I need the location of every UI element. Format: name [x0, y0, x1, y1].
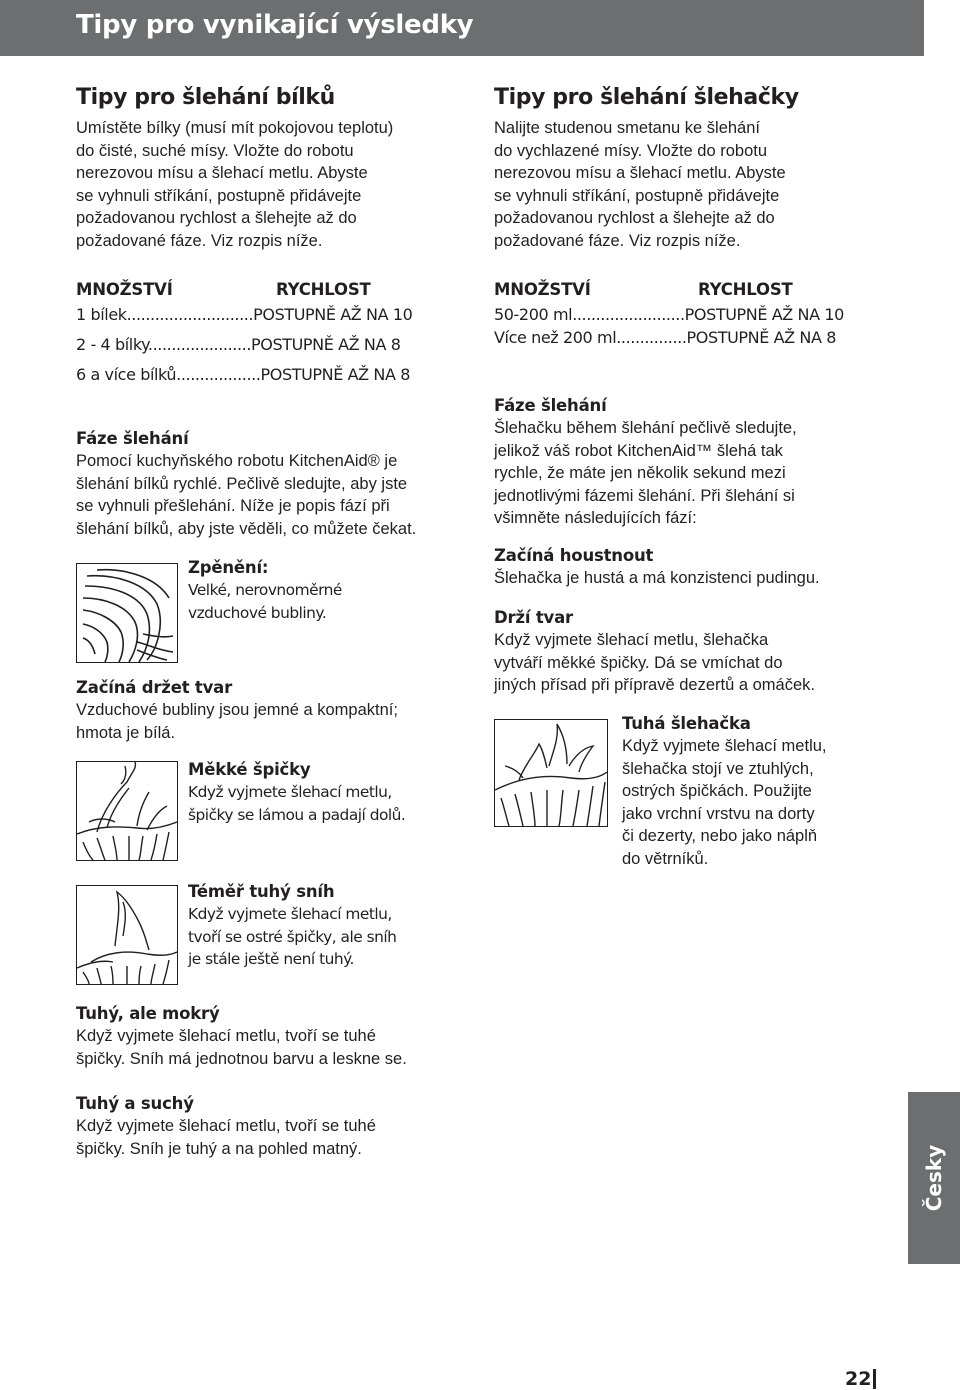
quantity-header: MNOŽSTVÍ [494, 280, 591, 299]
egg-whites-intro [76, 117, 393, 252]
table-row [76, 365, 410, 384]
intro-line: do čisté, suché mísy. Vložte do robotu [76, 141, 354, 160]
begins-hold-line: hmota je bílá. [76, 723, 176, 742]
phases-line: Pomocí kuchyňského robotu KitchenAid® je [76, 452, 398, 470]
begins-hold-stage [76, 677, 398, 744]
holds-line: vytváří měkké špičky. Dá se vmíchat do [494, 653, 783, 672]
almost-stiff-stage [188, 881, 396, 971]
table-row-text: 50-200 ml........................POSTUPNĚ AŽ NA 10 [494, 305, 844, 324]
phases-title: Fáze šlehání [76, 429, 189, 448]
intro-line: do vychlazené mísy. Vložte do robotu [494, 141, 768, 160]
almost-stiff-line: tvoří se ostré špičky, ale sníh [188, 927, 397, 946]
cream-table-header [494, 280, 894, 302]
page-number: 22 [845, 1368, 872, 1390]
intro-line: se vyhnuli stříkání, postupně přidávejte [494, 186, 780, 205]
quantity-header: MNOŽSTVÍ [76, 280, 173, 299]
whisk-icon [77, 564, 177, 662]
whisk-soft-peaks-illustration [76, 761, 178, 861]
stiff-moist-line: Když vyjmete šlehací metlu, tvoří se tuhé [76, 1027, 376, 1045]
cream-intro [494, 117, 786, 252]
table-row [494, 328, 836, 347]
egg-phases [76, 428, 416, 540]
stiff-cream-line: do větrníků. [622, 849, 709, 868]
stiff-cream-line: Když vyjmete šlehací metlu, [622, 737, 827, 755]
phases-line: šlehání bílků, aby jste věděli, co můžete čekat. [76, 519, 417, 538]
stiff-cream-line: ostrých špičkách. Použijte [622, 782, 812, 800]
egg-table-header [76, 280, 476, 302]
begins-hold-line: Vzduchové bubliny jsou jemné a kompaktní; [76, 701, 398, 719]
language-tab-label: Česky [922, 1144, 946, 1212]
phases-line: jelikož váš robot KitchenAid™ šlehá tak [494, 441, 783, 460]
foamy-stage [188, 557, 342, 624]
soft-peaks-line: špičky se lámou a padají dolů. [188, 805, 406, 824]
almost-stiff-line: je stále ještě není tuhý. [188, 950, 354, 968]
egg-whites-section [76, 84, 335, 112]
phases-line: se vyhnuli přešlehání. Níže je popis fází při [76, 497, 390, 515]
intro-line: nerezovou mísu a šlehací metlu. Abyste [76, 164, 368, 182]
speed-header: RYCHLOST [698, 280, 793, 299]
almost-stiff-line: Když vyjmete šlehací metlu, [188, 905, 392, 923]
whisk-icon [77, 886, 177, 984]
stiff-cream-line: šlehačka stojí ve ztuhlých, [622, 759, 814, 778]
table-row-text: Více než 200 ml...............POSTUPNĚ AŽ NA 8 [494, 328, 836, 347]
foamy-title: Zpěnění: [188, 558, 269, 577]
phases-title: Fáze šlehání [494, 396, 607, 415]
page-number-bar [873, 1369, 876, 1389]
stiff-moist-stage [76, 1003, 407, 1070]
egg-whites-title: Tipy pro šlehání bílků [76, 85, 335, 110]
foamy-line: Velké, nerovnoměrné [188, 581, 342, 599]
begins-hold-title: Začíná držet tvar [76, 678, 233, 697]
table-row-text: 2 - 4 bílky......................POSTUPNĚ AŽ NA 8 [76, 335, 401, 354]
thickens-line: Šlehačka je hustá a má konzistenci pudingu. [494, 569, 820, 587]
stiff-cream-stage [622, 713, 827, 870]
whisk-stiff-cream-illustration [494, 719, 608, 827]
phases-line: rychle, že máte jen několik sekund mezi [494, 464, 786, 482]
cream-title: Tipy pro šlehání šlehačky [494, 85, 799, 110]
intro-line: se vyhnuli stříkání, postupně přidávejte [76, 186, 362, 205]
table-row-text: 1 bílek...........................POSTUPNĚ AŽ NA 10 [76, 305, 413, 324]
intro-line: Umístěte bílky (musí mít pokojovou teplotu) [76, 119, 394, 137]
holds-line: Když vyjmete šlehací metlu, šlehačka [494, 631, 769, 649]
stiff-moist-line: špičky. Sníh má jednotnou barvu a leskne se. [76, 1049, 407, 1068]
stiff-dry-line: Když vyjmete šlehací metlu, tvoří se tuhé [76, 1117, 376, 1135]
phases-line: Šlehačku během šlehání pečlivě sledujte, [494, 419, 797, 437]
stiff-cream-line: jako vrchní vrstvu na dorty [622, 804, 815, 823]
intro-line: požadované fáze. Viz rozpis níže. [76, 231, 323, 250]
table-row-text: 6 a více bílků..................POSTUPNĚ AŽ NA 8 [76, 365, 410, 384]
thickens-stage [494, 545, 820, 590]
intro-line: požadovanou rychlost a šlehejte až do [76, 209, 357, 227]
page-title: Tipy pro vynikající výsledky [76, 10, 474, 40]
stiff-dry-line: špičky. Sníh je tuhý a na pohled matný. [76, 1139, 362, 1158]
stiff-cream-line: či dezerty, nebo jako náplň [622, 827, 818, 845]
foamy-line: vzduchové bubliny. [188, 603, 327, 622]
whisk-foamy-illustration [76, 563, 178, 663]
stiff-moist-title: Tuhý, ale mokrý [76, 1004, 220, 1023]
language-tab [908, 1092, 960, 1264]
soft-peaks-title: Měkké špičky [188, 760, 311, 779]
stiff-dry-title: Tuhý a suchý [76, 1094, 194, 1113]
intro-line: požadované fáze. Viz rozpis níže. [494, 231, 741, 250]
stiff-cream-title: Tuhá šlehačka [622, 714, 751, 733]
almost-stiff-title: Téměř tuhý sníh [188, 882, 335, 901]
cream-phases [494, 395, 797, 530]
stiff-dry-stage [76, 1093, 376, 1160]
phases-line: šlehání bílků rychlé. Pečlivě sledujte, aby jste [76, 474, 408, 493]
table-row [76, 335, 400, 354]
intro-line: Nalijte studenou smetanu ke šlehání [494, 119, 760, 137]
speed-header: RYCHLOST [276, 280, 371, 299]
whisk-icon [495, 720, 607, 826]
soft-peaks-line: Když vyjmete šlehací metlu, [188, 783, 392, 801]
holds-stage [494, 607, 815, 697]
table-row [494, 305, 844, 324]
whisk-almost-stiff-illustration [76, 885, 178, 985]
soft-peaks-stage [188, 759, 405, 826]
thickens-title: Začíná houstnout [494, 546, 654, 565]
phases-line: jednotlivými fázemi šlehání. Při šlehání si [494, 486, 795, 505]
intro-line: nerezovou mísu a šlehací metlu. Abyste [494, 164, 786, 182]
cream-section [494, 84, 799, 112]
intro-line: požadovanou rychlost a šlehejte až do [494, 209, 775, 227]
phases-line: všimněte následujících fází: [494, 509, 697, 527]
whisk-icon [77, 762, 177, 860]
holds-title: Drží tvar [494, 608, 573, 627]
holds-line: jiných přísad při přípravě dezertů a omáček. [494, 676, 815, 694]
table-row [76, 305, 412, 324]
